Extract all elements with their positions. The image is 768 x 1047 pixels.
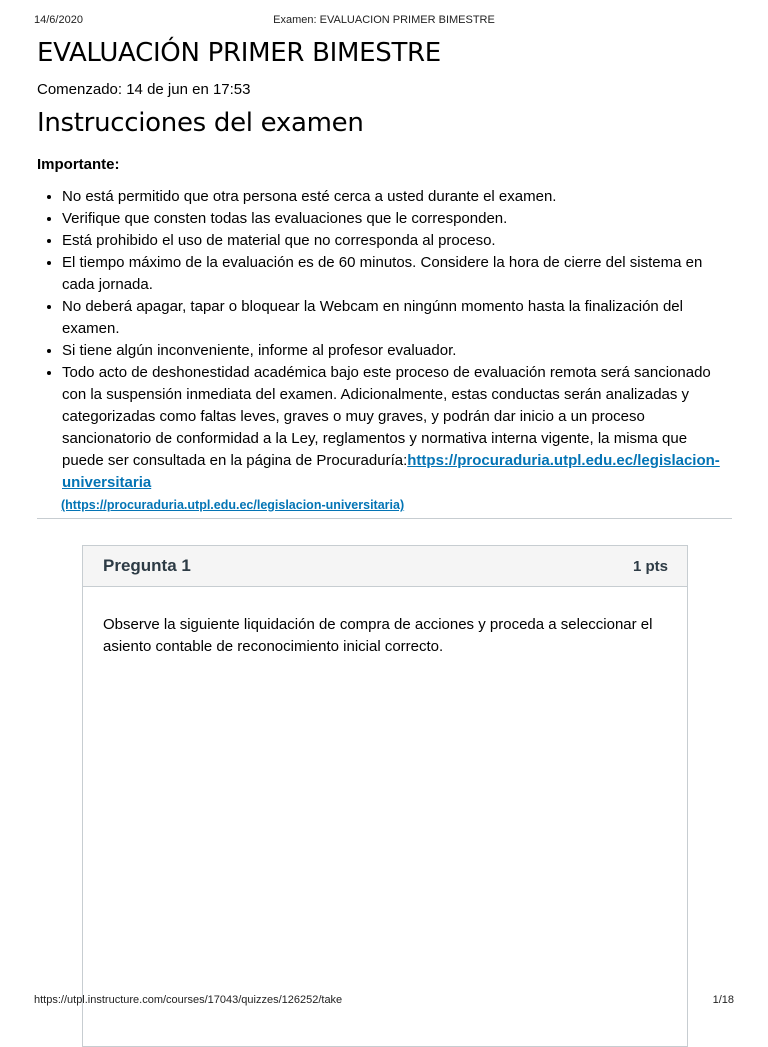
- print-page-number: 1/18: [712, 994, 734, 1006]
- print-document-title: Examen: EVALUACION PRIMER BIMESTRE: [273, 14, 495, 26]
- rule-item-academic-honesty: [62, 362, 732, 516]
- print-footer: [34, 994, 734, 1008]
- quiz-title: EVALUACIÓN PRIMER BIMESTRE: [37, 38, 441, 68]
- section-divider: [37, 518, 732, 519]
- procuraduria-link-print-url[interactable]: (https://procuraduria.utpl.edu.ec/legislacion-universitaria): [61, 498, 405, 512]
- rules-list: [37, 186, 732, 516]
- question-name: Pregunta 1: [103, 556, 191, 575]
- question-points: 1 pts: [632, 558, 668, 575]
- rule-item: • El tiempo máximo de la evaluación es de 60 minutos. Considere la hora de cierre del sistema en cada jornada.: [62, 252, 732, 296]
- rule-item: • Si tiene algún inconveniente, informe al profesor evaluador.: [62, 340, 732, 362]
- quiz-started-time: Comenzado: 14 de jun en 17:53: [37, 81, 251, 98]
- question-header: [83, 546, 687, 587]
- procuraduria-link[interactable]: https://procuraduria.utpl.edu.ec/legislacion-universitaria: [62, 452, 720, 491]
- rule-item: • No está permitido que otra persona esté cerca a usted durante el examen.: [62, 186, 732, 208]
- print-header: [34, 14, 734, 28]
- quiz-content: [37, 38, 732, 516]
- question-card: [82, 545, 688, 1047]
- rule-item: • No deberá apagar, tapar o bloquear la Webcam en ningúnn momento hasta la finalización del examen.: [62, 296, 732, 340]
- important-label: Importante:: [37, 156, 120, 173]
- instructions-heading: Instrucciones del examen: [37, 108, 364, 138]
- rule-item-text: Todo acto de deshonestidad académica bajo este proceso de evaluación remota será sancionado con la suspensión inmediata del examen. Adicionalmente, estas conductas serán analizadas y categorizadas como faltas leves, graves o muy graves, y podrán dar inicio a un proceso sancionatorio de conformidad a la Ley, reglamentos y normativa interna vigente, la misma que puede ser consultada en la página de Procuraduría:: [62, 364, 711, 469]
- print-date: 14/6/2020: [34, 14, 83, 26]
- question-text: Observe la siguiente liquidación de compra de acciones y proceda a seleccionar el asiento contable de reconocimiento inicial correcto.: [103, 616, 653, 655]
- rule-item: • Verifique que consten todas las evaluaciones que le corresponden.: [62, 208, 732, 230]
- print-page-url: https://utpl.instructure.com/courses/17043/quizzes/126252/take: [34, 994, 343, 1006]
- rule-item: • Está prohibido el uso de material que no corresponda al proceso.: [62, 230, 732, 252]
